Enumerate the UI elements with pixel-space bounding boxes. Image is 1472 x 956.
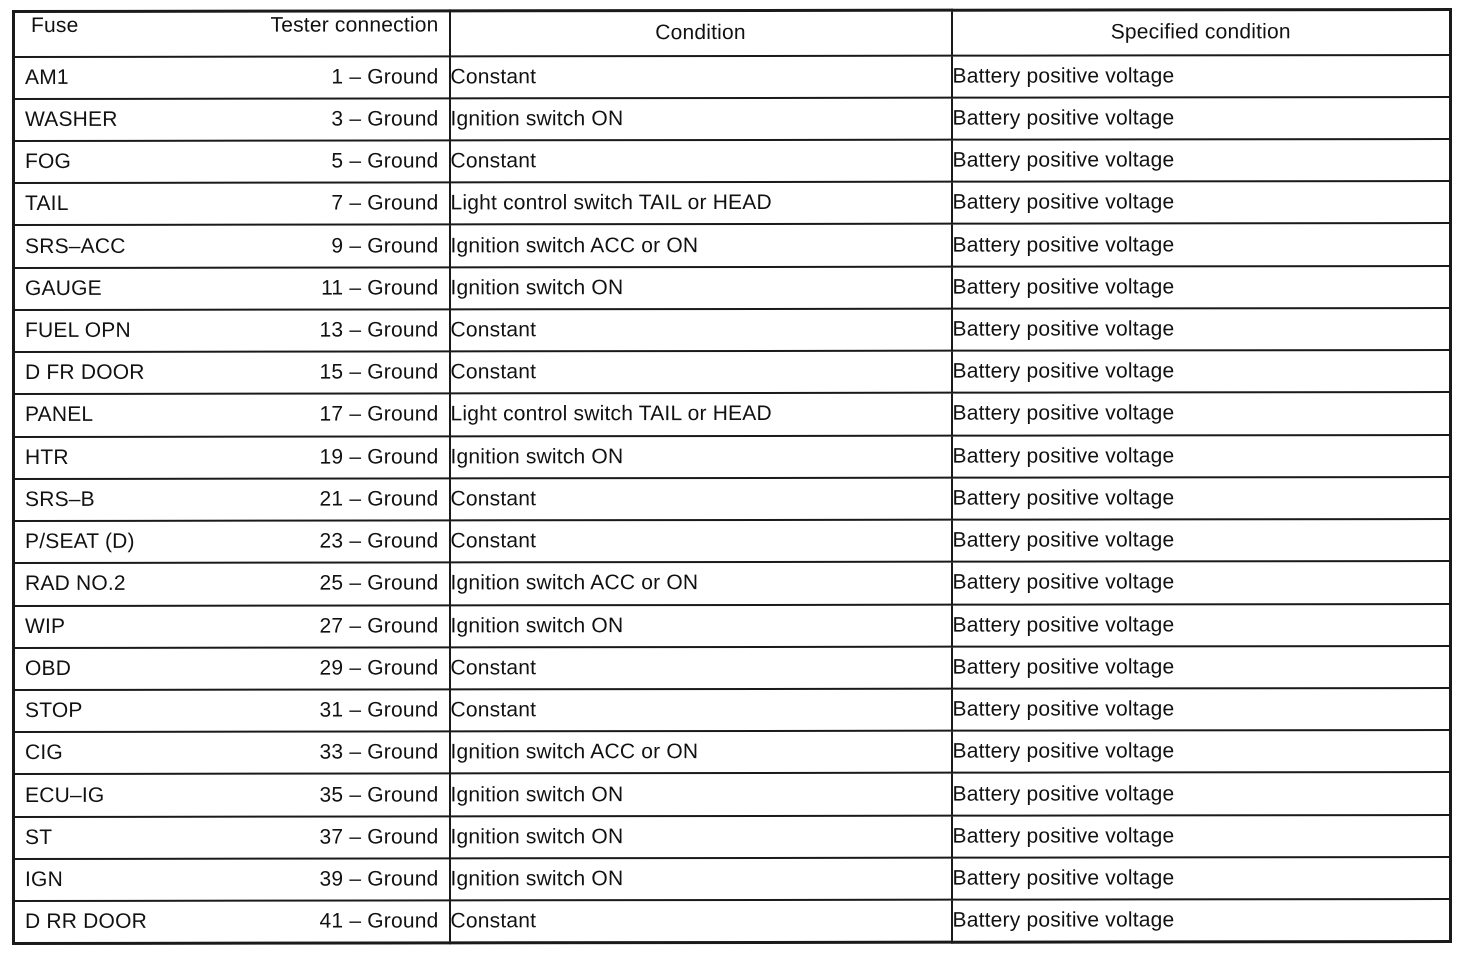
tester-connection: 5 – Ground [331, 149, 439, 173]
fuse-name: ST [25, 825, 53, 849]
condition-cell: Ignition switch ACC or ON [450, 562, 952, 605]
fuse-name: CIG [25, 741, 63, 765]
specified-condition-cell: Battery positive voltage [952, 899, 1451, 942]
tester-connection: 23 – Ground [319, 529, 439, 553]
condition-cell: Ignition switch ON [450, 604, 952, 647]
table-row [14, 223, 1451, 267]
table-row [14, 899, 1451, 943]
fuse-name: SRS–B [25, 487, 95, 511]
specified-condition-cell: Battery positive voltage [952, 392, 1451, 435]
tester-connection: 15 – Ground [319, 360, 439, 384]
table-row [14, 857, 1451, 901]
tester-connection: 13 – Ground [319, 318, 439, 342]
specified-condition-cell: Battery positive voltage [952, 857, 1451, 900]
condition-cell: Ignition switch ON [450, 815, 952, 858]
table-row [14, 350, 1451, 394]
fuse-tester-cell [14, 901, 450, 944]
fuse-name: IGN [25, 867, 63, 892]
table-row [14, 815, 1451, 859]
table-row [14, 392, 1451, 436]
fuse-tester-cell [14, 647, 450, 690]
fuse-name: WIP [25, 614, 66, 638]
specified-condition-cell: Battery positive voltage [952, 772, 1451, 815]
fuse-tester-cell [14, 689, 450, 732]
tester-connection-column-header: Tester connection [270, 13, 439, 37]
fuse-inspection-sheet [12, 8, 1452, 945]
fuse-name: STOP [25, 699, 83, 723]
tester-connection: 41 – Ground [319, 909, 439, 933]
condition-cell: Light control switch TAIL or HEAD [450, 393, 952, 436]
fuse-tester-cell [14, 183, 450, 226]
table-row [14, 97, 1451, 141]
table-row [14, 519, 1451, 563]
condition-cell: Constant [450, 646, 952, 689]
tester-connection: 19 – Ground [319, 445, 439, 469]
specified-condition-cell: Battery positive voltage [952, 561, 1451, 604]
fuse-name: PANEL [25, 403, 94, 427]
specified-condition-cell: Battery positive voltage [952, 54, 1451, 97]
fuse-name: HTR [25, 445, 69, 469]
specified-condition-cell: Battery positive voltage [952, 350, 1451, 393]
fuse-name: AM1 [25, 65, 69, 89]
table-row [14, 435, 1451, 479]
fuse-name: FUEL OPN [25, 318, 131, 342]
table-row [14, 308, 1451, 352]
table-body [14, 54, 1451, 943]
tester-connection: 29 – Ground [319, 656, 439, 680]
fuse-column-header: Fuse [31, 13, 79, 37]
fuse-tester-cell [14, 56, 450, 99]
fuse-tester-cell [14, 732, 450, 775]
specified-condition-cell: Battery positive voltage [952, 519, 1451, 562]
specified-condition-cell: Battery positive voltage [952, 266, 1451, 309]
specified-condition-column-header: Specified condition [952, 9, 1451, 55]
specified-condition-cell: Battery positive voltage [952, 646, 1451, 689]
fuse-tester-cell [14, 520, 450, 563]
tester-connection: 1 – Ground [331, 65, 439, 89]
tester-connection: 37 – Ground [319, 825, 439, 849]
condition-cell: Constant [450, 55, 952, 98]
fuse-name: OBD [25, 656, 72, 680]
condition-cell: Constant [450, 351, 952, 394]
fuse-name: SRS–ACC [25, 234, 126, 258]
fuse-name: WASHER [25, 107, 118, 131]
specified-condition-cell: Battery positive voltage [952, 139, 1451, 182]
table-row [14, 54, 1451, 98]
specified-condition-cell: Battery positive voltage [952, 730, 1451, 773]
condition-cell: Ignition switch ON [450, 773, 952, 816]
table-row [14, 646, 1451, 690]
tester-connection: 35 – Ground [319, 782, 439, 807]
tester-connection: 11 – Ground [321, 276, 439, 300]
condition-cell: Ignition switch ON [450, 435, 952, 478]
table-row [14, 266, 1451, 310]
tester-connection: 31 – Ground [319, 698, 439, 722]
specified-condition-cell: Battery positive voltage [952, 223, 1451, 266]
fuse-tester-cell [14, 98, 450, 141]
fuse-tester-cell [14, 140, 450, 183]
tester-connection: 21 – Ground [319, 487, 439, 511]
condition-cell: Light control switch TAIL or HEAD [450, 182, 952, 225]
condition-cell: Ignition switch ON [450, 858, 952, 901]
specified-condition-cell: Battery positive voltage [952, 97, 1451, 140]
tester-connection: 27 – Ground [319, 614, 439, 638]
tester-connection: 7 – Ground [331, 191, 439, 215]
table-row [14, 477, 1451, 521]
condition-cell: Ignition switch ON [450, 97, 952, 140]
table-row [14, 139, 1451, 183]
fuse-tester-cell [14, 352, 450, 395]
fuse-tester-cell [14, 309, 450, 352]
tester-connection: 17 – Ground [319, 402, 439, 427]
fuse-name: RAD NO.2 [25, 572, 126, 596]
fuse-tester-cell [14, 858, 450, 901]
condition-cell: Constant [450, 689, 952, 732]
fuse-tester-header-cell [14, 11, 450, 57]
tester-connection: 3 – Ground [331, 107, 439, 131]
tester-connection: 9 – Ground [331, 233, 439, 258]
condition-cell: Constant [450, 478, 952, 521]
table-header-row [14, 9, 1451, 56]
fuse-tester-cell [14, 394, 450, 437]
table-row [14, 181, 1451, 225]
fuse-tester-cell [14, 436, 450, 479]
fuse-name: FOG [25, 149, 72, 174]
fuse-tester-cell [14, 478, 450, 521]
fuse-tester-cell [14, 774, 450, 817]
specified-condition-cell: Battery positive voltage [952, 688, 1451, 731]
fuse-tester-cell [14, 816, 450, 859]
fuse-tester-cell [14, 267, 450, 310]
specified-condition-cell: Battery positive voltage [952, 604, 1451, 647]
fuse-name: GAUGE [25, 276, 102, 300]
condition-cell: Constant [450, 900, 952, 943]
fuse-name: TAIL [25, 192, 69, 216]
specified-condition-cell: Battery positive voltage [952, 181, 1451, 224]
specified-condition-cell: Battery positive voltage [952, 308, 1451, 351]
tester-connection: 39 – Ground [319, 867, 439, 891]
specified-condition-cell: Battery positive voltage [952, 435, 1451, 478]
fuse-name: P/SEAT (D) [25, 530, 135, 554]
table-row [14, 772, 1451, 816]
condition-cell: Ignition switch ON [450, 266, 952, 309]
fuse-name: D RR DOOR [25, 909, 147, 934]
table-row [14, 561, 1451, 605]
table-row [14, 688, 1451, 732]
fuse-inspection-table [12, 8, 1452, 945]
table-row [14, 604, 1451, 648]
fuse-tester-cell [14, 563, 450, 606]
fuse-tester-cell [14, 225, 450, 268]
condition-cell: Constant [450, 309, 952, 352]
specified-condition-cell: Battery positive voltage [952, 477, 1451, 520]
condition-cell: Constant [450, 140, 952, 183]
condition-column-header: Condition [450, 10, 952, 56]
tester-connection: 25 – Ground [319, 571, 439, 595]
condition-cell: Ignition switch ACC or ON [450, 731, 952, 774]
condition-cell: Constant [450, 520, 952, 563]
table-row [14, 730, 1451, 774]
condition-cell: Ignition switch ACC or ON [450, 224, 952, 267]
specified-condition-cell: Battery positive voltage [952, 815, 1451, 858]
fuse-name: D FR DOOR [25, 361, 145, 385]
fuse-name: ECU–IG [25, 783, 105, 807]
fuse-tester-cell [14, 605, 450, 648]
tester-connection: 33 – Ground [319, 740, 439, 764]
